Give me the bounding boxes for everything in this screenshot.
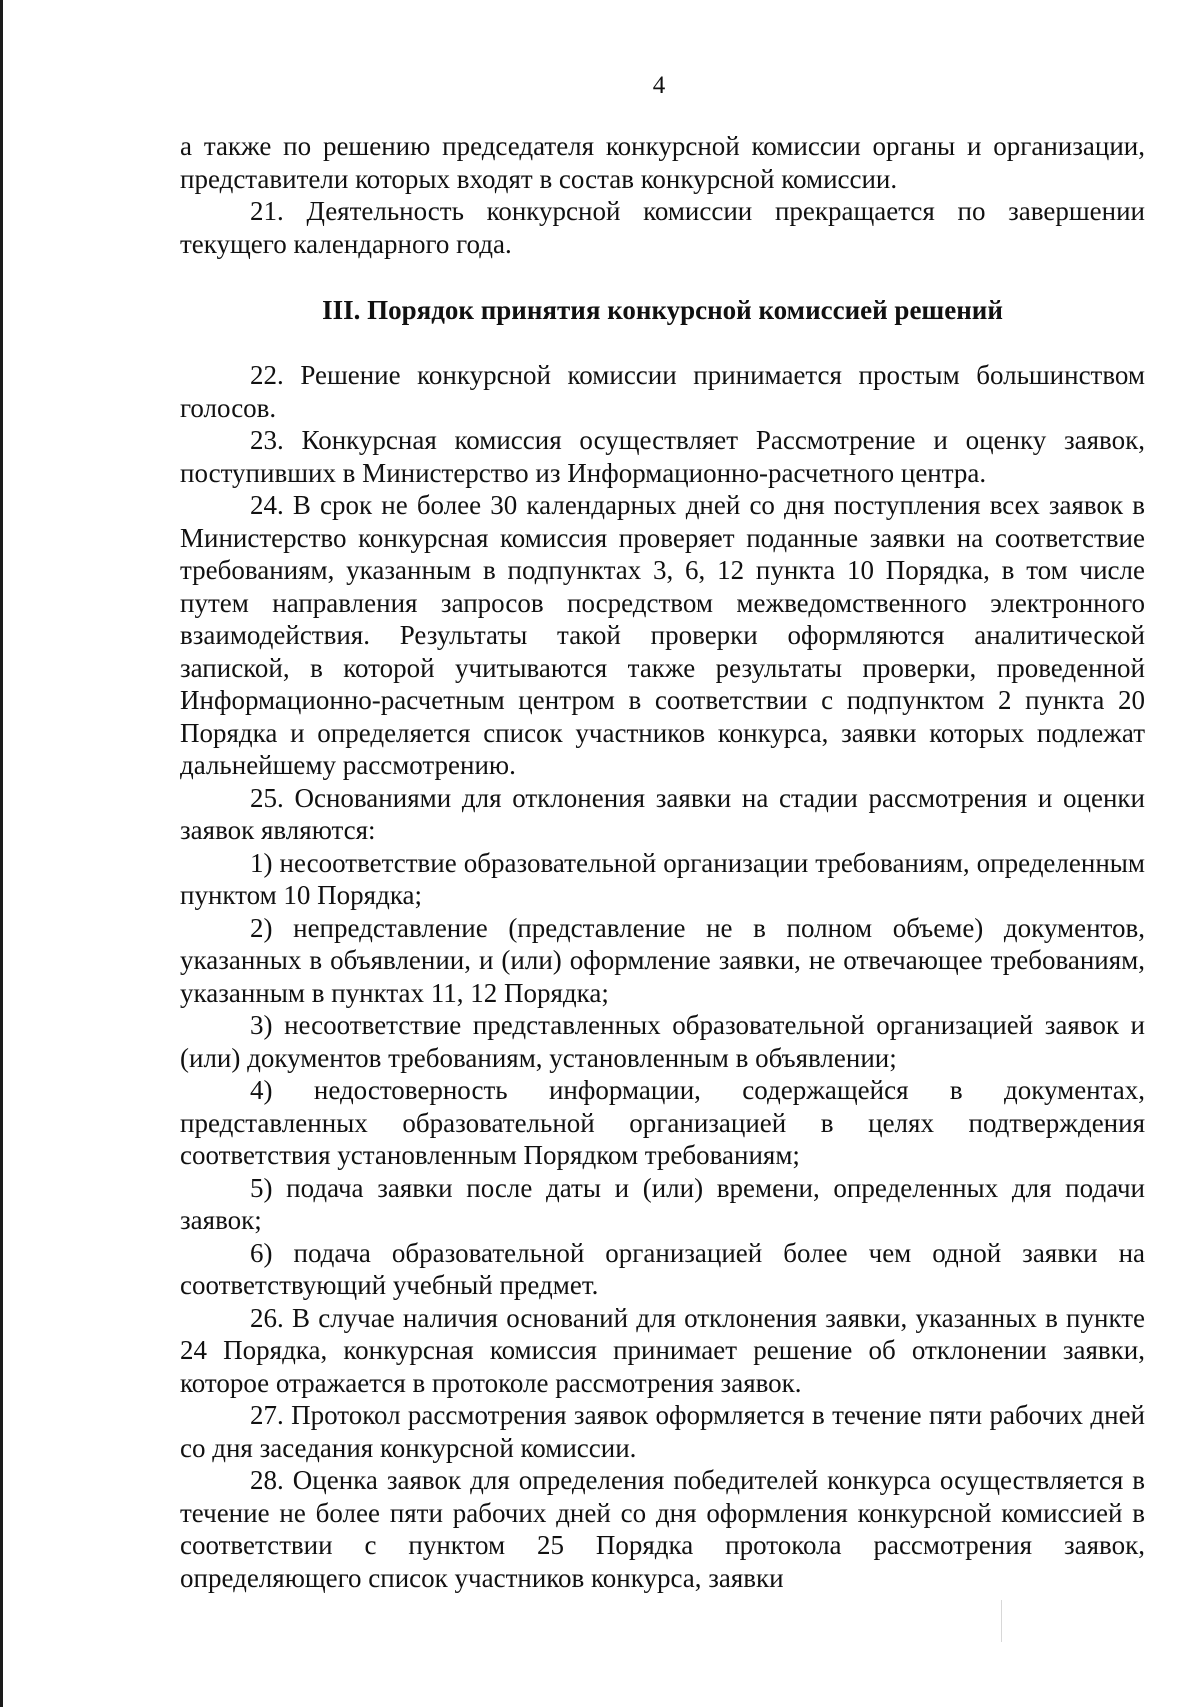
paragraph-27: 27. Протокол рассмотрения заявок оформляется в течение пяти рабочих дней со дня заседания конкурсной комиссии. xyxy=(180,1400,1145,1463)
paragraph-continuation: а также по решению председателя конкурсной комиссии органы и организации, представители которых входят в состав конкурсной комиссии. xyxy=(180,131,1145,194)
paragraph-28: 28. Оценка заявок для определения победителей конкурса осуществляется в течение не более пяти рабочих дней со дня оформления конкурсной комиссией в соответствии с пунктом 25 Порядка протокола рассмотрения заявок, определяющего список участников конкурса, заявки xyxy=(180,1465,1145,1593)
paragraph-22: 22. Решение конкурсной комиссии принимается простым большинством голосов. xyxy=(180,360,1145,423)
list-item-25-4: 4) недостоверность информации, содержащейся в документах, представленных образовательной организацией в целях подтверждения соответствия установленным Порядком требованиям; xyxy=(180,1075,1145,1170)
paragraph-24: 24. В срок не более 30 календарных дней со дня поступления всех заявок в Министерство конкурсная комиссия проверяет поданные заявки на соответствие требованиям, указанным в подпунктах 3, 6, 12 пункта 10 Порядка, в том числе путем направления запросов посредством межведомственного электронного взаимодействия. Результаты такой проверки оформляются аналитической запиской, в которой учитываются также результаты проверки, проведенной Информационно-расчетным центром в соответствии с подпунктом 2 пункта 20 Порядка и определяется список участников конкурса, заявки которых подлежат дальнейшему рассмотрению. xyxy=(180,490,1145,780)
scan-edge xyxy=(0,0,3,1707)
section-heading: III. Порядок принятия конкурсной комиссией решений xyxy=(322,295,1003,325)
list-item-25-2: 2) непредставление (представление не в полном объеме) документов, указанных в объявлении, и (или) оформление заявки, не отвечающее требованиям, указанным в пунктах 11, 12 Порядка; xyxy=(180,912,1145,1008)
page-number: 4 xyxy=(652,72,666,99)
list-item-25-6: 6) подача образовательной организацией более чем одной заявки на соответствующий учебный предмет. xyxy=(180,1237,1145,1300)
section-text-block xyxy=(180,359,1145,1594)
paragraph-23: 23. Конкурсная комиссия осуществляет Рассмотрение и оценку заявок, поступивших в Министерство из Информационно-расчетного центра. xyxy=(180,425,1145,488)
list-item-25-3: 3) несоответствие представленных образовательной организацией заявок и (или) документов требованиям, установленным в объявлении; xyxy=(180,1010,1145,1073)
paragraph-21: 21. Деятельность конкурсной комиссии прекращается по завершении текущего календарного года. xyxy=(180,196,1145,259)
paragraph-25: 25. Основаниями для отклонения заявки на стадии рассмотрения и оценки заявок являются: xyxy=(180,782,1145,845)
list-item-25-1: 1) несоответствие образовательной организации требованиям, определенным пунктом 10 Порядка; xyxy=(180,847,1145,910)
scan-mark xyxy=(1001,1600,1002,1642)
top-text-block xyxy=(180,130,1145,260)
list-item-25-5: 5) подача заявки после даты и (или) времени, определенных для подачи заявок; xyxy=(180,1172,1145,1235)
paragraph-26: 26. В случае наличия оснований для отклонения заявки, указанных в пункте 24 Порядка, конкурсная комиссия принимает решение об отклонении заявки, которое отражается в протоколе рассмотрения заявок. xyxy=(180,1302,1145,1398)
